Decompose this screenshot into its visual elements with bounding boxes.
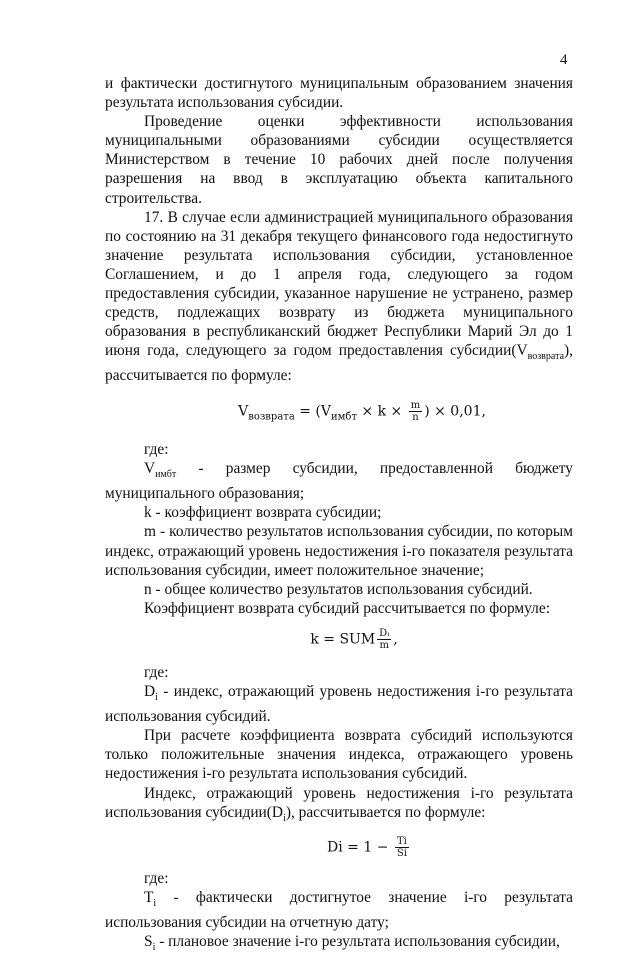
formula-coefficient: k = SUM $\frac{\text{Dᵢ}}{m}$ , bbox=[310, 627, 398, 651]
page-number: 4 bbox=[560, 52, 568, 68]
definition-d: $D_i$ - индекс, отражающий уровень недостижения i-го результата использования субсидий. bbox=[105, 682, 573, 726]
document-body bbox=[105, 74, 573, 957]
formula-return-amount: $V_{возврата} = (V_{имбт} \times k$ × $\frac{m}{n}$ ) × 0,01, bbox=[238, 399, 486, 423]
formula-index: Di = 1 − $\frac{Ti}{Si}$ bbox=[327, 835, 407, 859]
fraction-t-s: $\frac{Ti}{Si}$ bbox=[396, 835, 407, 859]
paragraph-positive-values: При расчете коэффициента возврата субсидий используются только положительные значения индекса, отражающего уровень недостижения i-го результата использования субсидий. bbox=[105, 727, 573, 783]
paragraph-k-intro: Коэффициент возврата субсидий рассчитывается по формуле: bbox=[144, 599, 550, 617]
fraction-m-n: $\frac{m}{n}$ bbox=[410, 399, 421, 423]
where-label: где: bbox=[144, 440, 169, 458]
definition-v: $V_{имбт}$ - размер субсидии, предоставленной бюджету муниципального образования; bbox=[105, 460, 573, 503]
paragraph-17: 17. В случае если администрацией муниципального образования по состоянию на 31 декабря текущего финансового года недостигнуто значение результата использования субсидии, установленное Соглашением, и до 1 апреля года, следующего за годом предоставления субсидии, указанное нарушение не устранено, размер средств, подлежащих возврату из бюджета муниципального образования в республиканский бюджет Республики Марий Эл до 1 июня года, следующего за годом предоставления $субсидии(V_{возврата})$, рассчитывается по формуле: bbox=[105, 208, 573, 385]
where-label: где: bbox=[144, 869, 169, 887]
definition-s: $S_i$ - плановое значение i-го результата использования субсидии, bbox=[144, 933, 560, 954]
definition-t: $T_i$ - фактически достигнутое значение i-го результата использования субсидии на отчетную дату; bbox=[105, 888, 573, 932]
definition-n: n - общее количество результатов использования субсидий. bbox=[144, 580, 533, 598]
paragraph-index: Индекс, отражающий уровень недостижения i-го результата использования $субсидии(D_i)$, рассчитывается по формуле: bbox=[105, 784, 573, 824]
where-label: где: bbox=[144, 663, 169, 681]
definition-k: k - коэффициент возврата субсидии; bbox=[144, 504, 382, 522]
definition-m: m - количество результатов использования субсидии, по которым индекс, отражающий уровень недостижения i-го показателя результата использования субсидии, имеет положительное значение; bbox=[105, 523, 573, 579]
fraction-d-m: $\frac{\text{Dᵢ}}{m}$ bbox=[379, 627, 390, 651]
paragraph-continuation: и фактически достигнутого муниципальным образованием значения результата использования субсидии. bbox=[105, 75, 573, 112]
paragraph-evaluation: Проведение оценки эффективности использования муниципальными образованиями субсидии осуществляется Министерством в течение 10 рабочих дней после получения разрешения на ввод в эксплуатацию объекта капитального строительства. bbox=[105, 113, 573, 207]
